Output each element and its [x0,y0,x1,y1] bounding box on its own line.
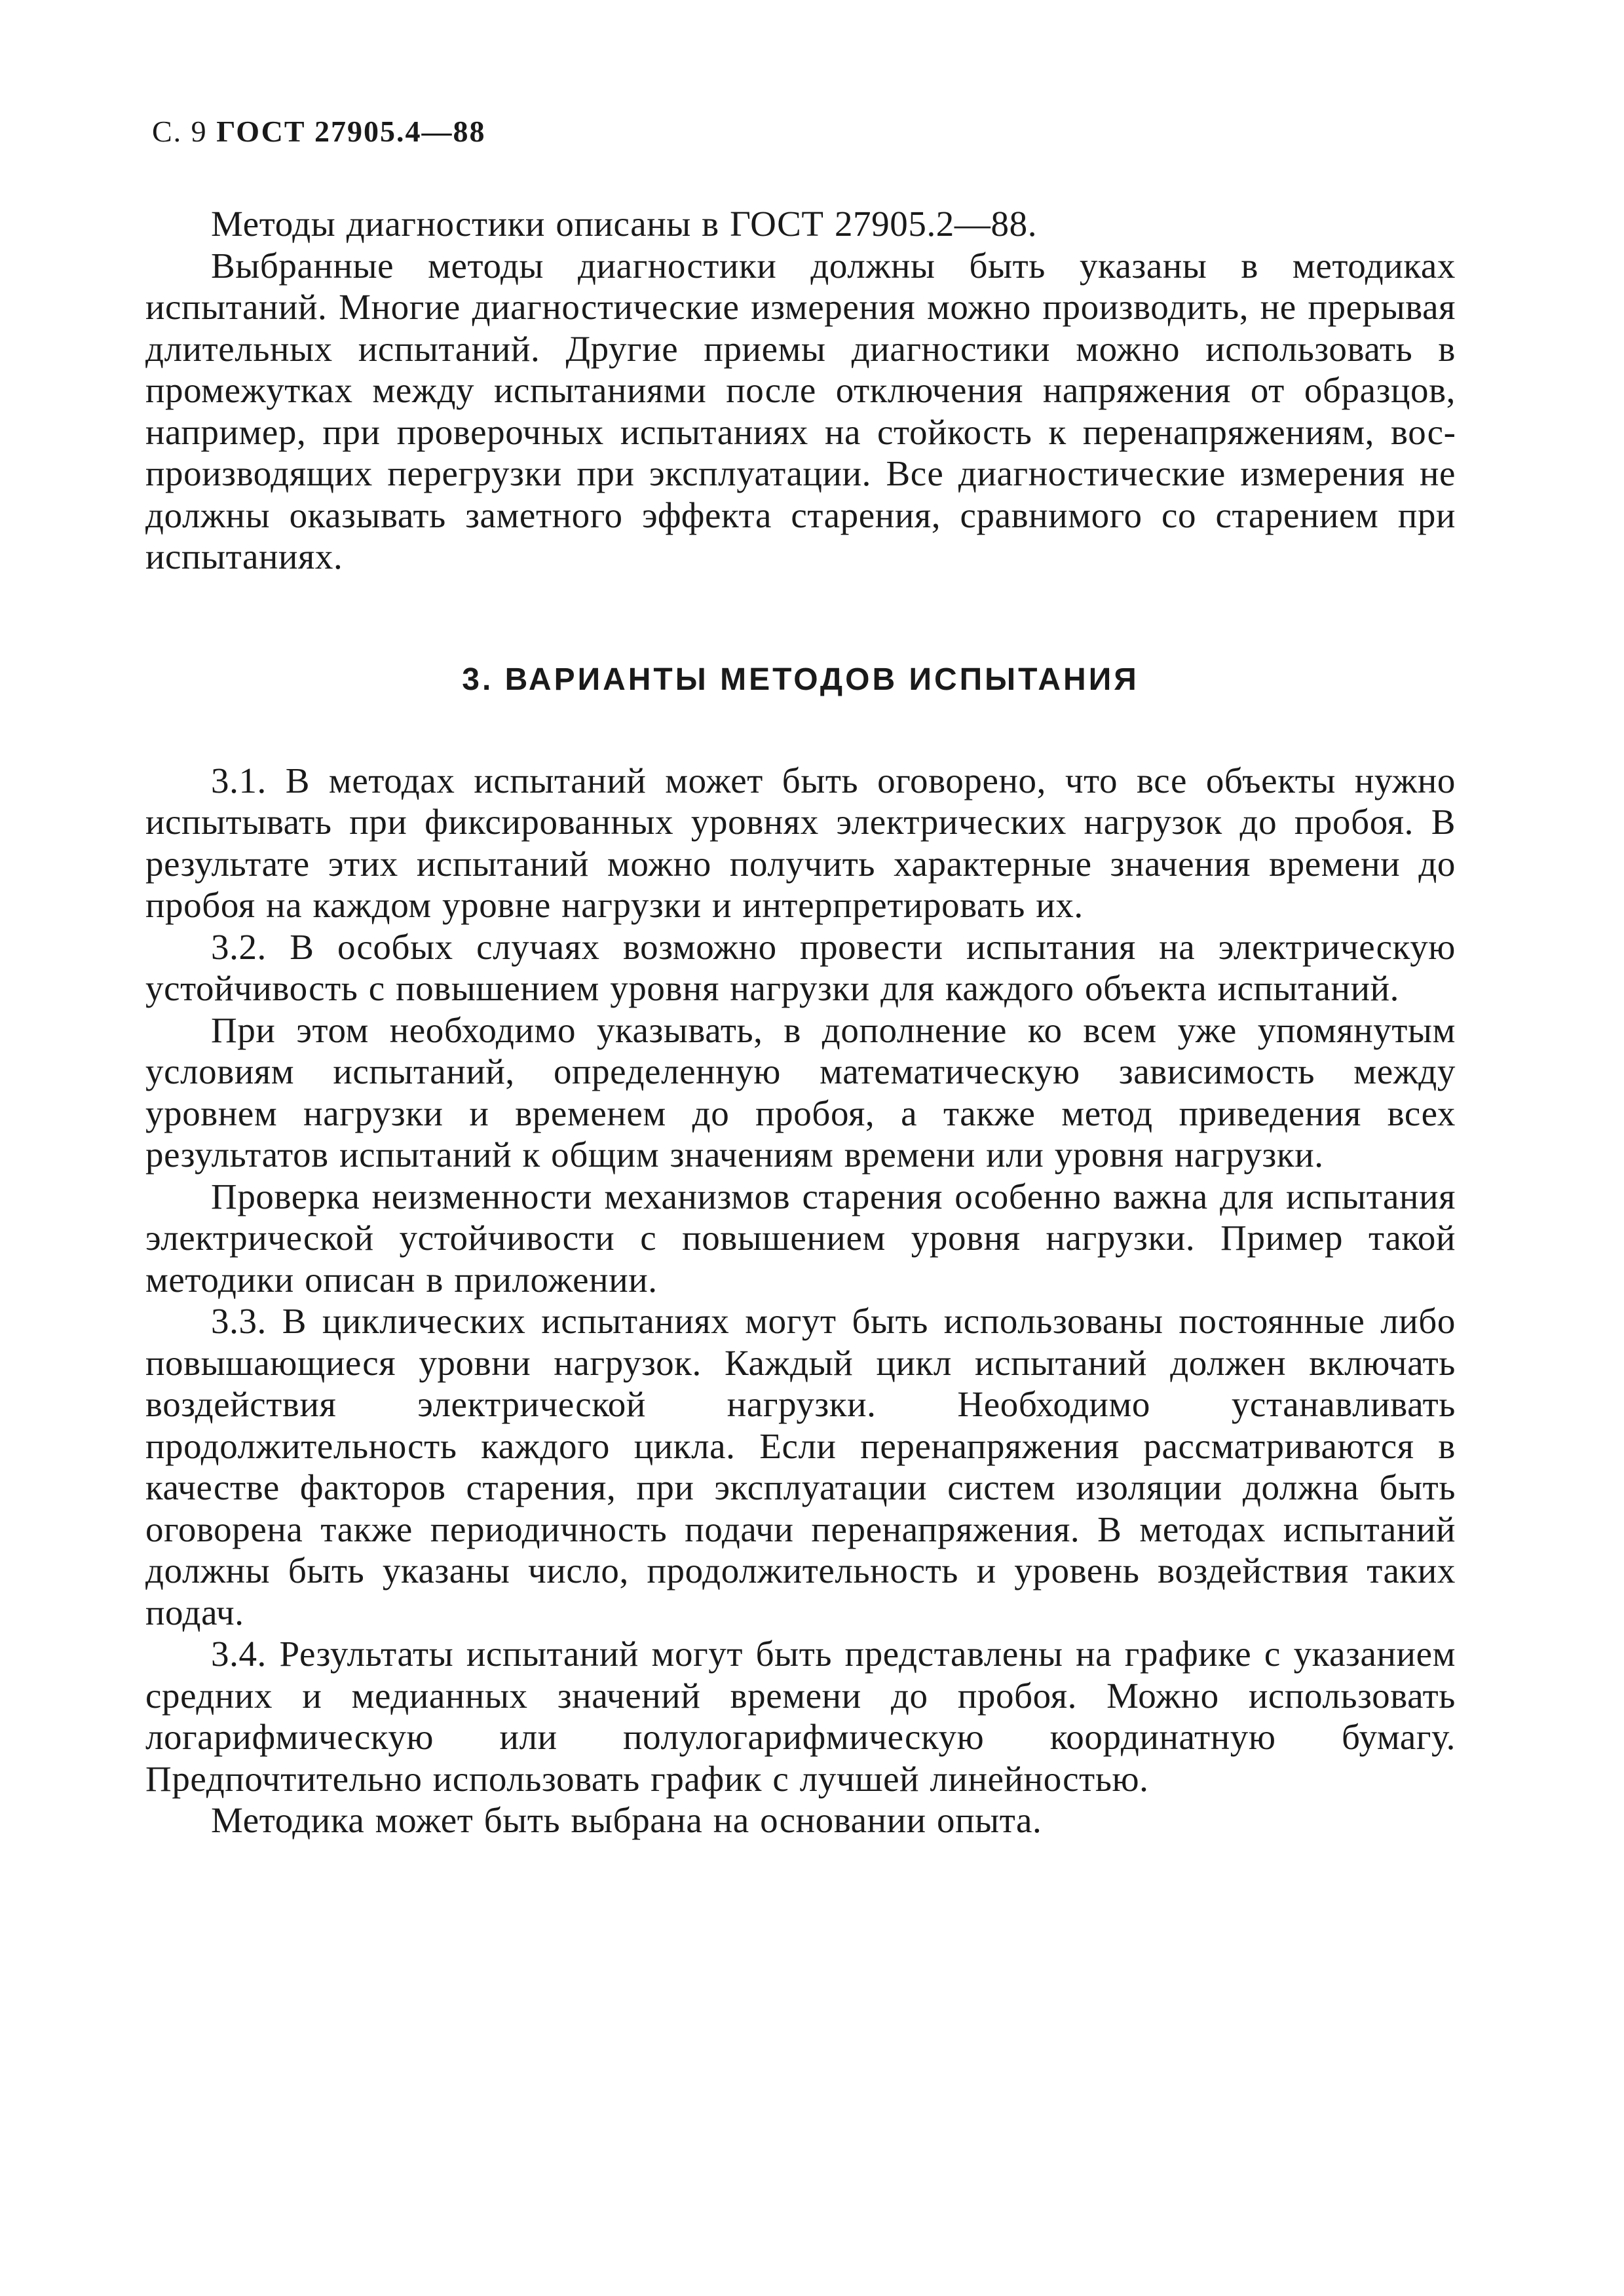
page-label: С. 9 [152,115,208,148]
running-header [152,117,486,147]
paragraph-3-2: 3.2. В особых случаях возможно провести испытания на электрическую устойчивость с повышением уровня нагрузки для каждого объекта испытаний. [145,926,1456,1008]
intro-paragraph-2: Выбранные методы диагностики должны быть указаны в методиках испытаний. Многие диагностические измерения можно производить, не прерывая длительных испытаний. Другие приемы диагностики можно использовать в промежутках между испытаниями после отключения напряжения от образцов, например, при проверочных испытаниях на стойкость к перенапряжениям, воспроизводящих перегрузки при эксплуатации. Все диагностические измерения не должны оказывать заметного эффекта старения, сравнимого со старением при испытаниях. [145,245,1456,576]
page-content [145,203,1456,1841]
spacer [145,696,1456,760]
paragraph-3-2-continued: При этом необходимо указывать, в дополнение ко всем уже упомянутым условиям испытаний, определенную математическую зависимость между уровнем нагрузки и временем до пробоя, а также метод приведения всех результатов испытаний к общим значениям времени или уровня нагрузки. [145,1009,1456,1175]
paragraph-3-3: 3.3. В циклических испытаниях могут быть использованы постоянные либо повышающиеся уровни нагрузок. Каждый цикл испытаний должен включать воздействия электрической нагрузки. Необходимо устанавливать продолжительность каждого цикла. Если перенапряжения рассматриваются в качестве факторов старения, при эксплуатации систем изоляции должна быть оговорена также периодичность подачи перенапряжения. В методах испытаний должны быть указаны число, продолжительность и уровень воздействия таких подач. [145,1301,1456,1632]
spacer [145,578,1456,664]
standard-designation: ГОСТ 27905.4—88 [216,115,486,148]
paragraph-3-4: 3.4. Результаты испытаний могут быть представлены на графике с указанием средних и медианных значений времени до пробоя. Можно использовать логарифмическую или полулогарифмическую координатную бумагу. Предпочтительно использовать график с лучшей линейностью. [145,1634,1456,1799]
section-title: 3. ВАРИАНТЫ МЕТОДОВ ИСПЫТАНИЯ [462,662,1139,697]
paragraph-3-1: 3.1. В методах испытаний может быть оговорено, что все объекты нужно испытывать при фиксированных уровнях электрических нагрузок до пробоя. В результате этих испытаний можно получить характерные значения времени до пробоя на каждом уровне нагрузки и интерпретировать их. [145,760,1456,925]
paragraph-3-2-note: Проверка неизменности механизмов старения особенно важна для испытания электрической устойчивости с повышением уровня нагрузки. Пример такой методики описан в приложении. [145,1176,1456,1300]
intro-paragraph-1: Методы диагностики описаны в ГОСТ 27905.2—88. [211,204,1038,244]
paragraph-3-4-continued: Методика может быть выбрана на основании опыта. [211,1800,1042,1840]
